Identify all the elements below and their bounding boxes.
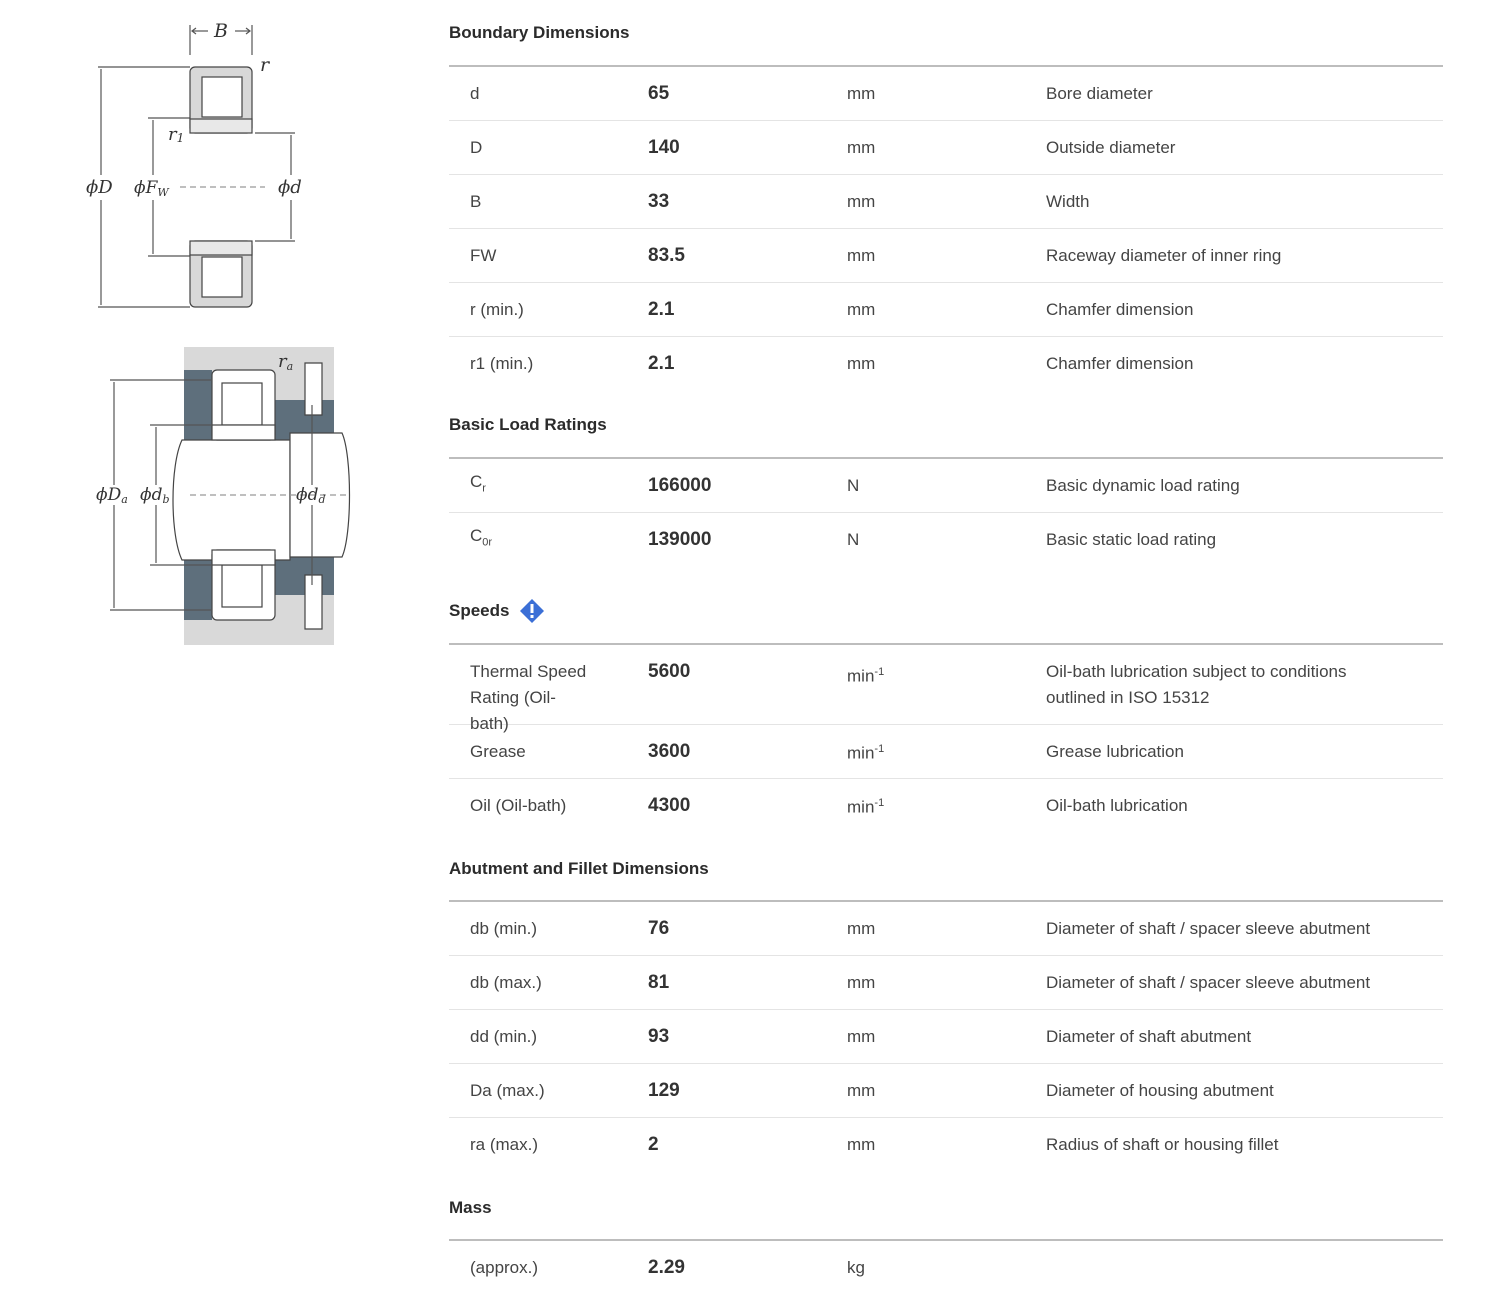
param-name: $C_{0r}$ [470, 526, 493, 549]
section-speeds [449, 598, 1443, 832]
param-name: FW [470, 245, 497, 265]
param-desc: Oil-bath lubrication subject to conditions outlined in ISO 15312 [1046, 662, 1347, 707]
section-boundary-dimensions [449, 22, 1443, 390]
param-value: 2.29 [648, 1256, 685, 1278]
table-row [449, 459, 1443, 513]
param-value: 4300 [648, 794, 691, 816]
table [449, 902, 1443, 1171]
param-unit: mm [847, 972, 876, 992]
param-desc: Diameter of shaft abutment [1046, 1026, 1252, 1046]
param-desc: Raceway diameter of inner ring [1046, 245, 1282, 265]
section-abutment-fillet [449, 858, 1443, 1171]
param-value: 93 [648, 1025, 670, 1047]
table-row [449, 902, 1443, 956]
label-db: ϕdb [140, 485, 170, 506]
table [449, 67, 1443, 390]
param-unit: $\min^{-1}$ [847, 743, 885, 763]
table [449, 1241, 1443, 1294]
param-value: 76 [648, 917, 670, 939]
param-value: 3600 [648, 740, 691, 762]
table-row [449, 513, 1443, 566]
param-name: d [470, 83, 480, 103]
bearing-diagrams [60, 10, 400, 670]
param-desc: Chamfer dimension [1046, 299, 1194, 319]
param-unit: mm [847, 1080, 876, 1100]
param-name: D [470, 137, 483, 157]
section-title: Mass [449, 1198, 492, 1217]
label-d: ϕd [278, 177, 302, 198]
table-row [449, 645, 1443, 733]
section-title-row [449, 598, 1443, 624]
bearing-dimension-diagram [80, 15, 360, 325]
param-value: 65 [648, 82, 670, 104]
param-value: 2 [648, 1133, 659, 1155]
section-title: Basic Load Ratings [449, 415, 607, 434]
label-Fw: ϕFW [134, 178, 169, 199]
param-name: r (min.) [470, 299, 524, 319]
table-row [449, 175, 1443, 229]
param-name: Da (max.) [470, 1080, 545, 1100]
param-desc: Basic dynamic load rating [1046, 475, 1240, 495]
param-unit: mm [847, 1026, 876, 1046]
table-row [449, 229, 1443, 283]
param-value: 83.5 [648, 244, 685, 266]
param-unit: kg [847, 1257, 865, 1277]
param-unit: N [847, 475, 860, 495]
param-name: Grease [470, 741, 526, 761]
table-row [449, 1118, 1443, 1171]
section-title: Abutment and Fillet Dimensions [449, 859, 709, 878]
param-unit: mm [847, 245, 876, 265]
param-unit: mm [847, 83, 876, 103]
param-unit: N [847, 529, 860, 549]
param-name: Thermal Speed Rating (Oil-bath) [470, 662, 587, 733]
table-row [449, 1241, 1443, 1294]
param-value: 166000 [648, 474, 712, 496]
label-ra: ra [278, 351, 294, 373]
param-desc: Oil-bath lubrication [1046, 795, 1188, 815]
param-unit: mm [847, 191, 876, 211]
param-desc: Outside diameter [1046, 137, 1176, 157]
table-row [449, 67, 1443, 121]
bearing-mounting-diagram [90, 345, 370, 655]
param-desc: Basic static load rating [1046, 529, 1217, 549]
param-desc: Diameter of shaft / spacer sleeve abutment [1046, 918, 1371, 938]
section-mass [449, 1197, 1443, 1294]
param-value: 139000 [648, 528, 712, 550]
param-name: ra (max.) [470, 1134, 538, 1154]
table-row [449, 956, 1443, 1010]
table [449, 645, 1443, 832]
param-unit: mm [847, 353, 876, 373]
param-name: dd (min.) [470, 1026, 538, 1046]
param-value: 140 [648, 136, 680, 158]
param-desc: Radius of shaft or housing fillet [1046, 1134, 1279, 1154]
param-value: 81 [648, 971, 670, 993]
param-desc: Diameter of shaft / spacer sleeve abutment [1046, 972, 1371, 992]
info-diamond-icon[interactable] [519, 598, 545, 624]
label-Da: ϕDa [96, 485, 128, 506]
param-name: r1 (min.) [470, 353, 534, 373]
param-unit: mm [847, 299, 876, 319]
param-unit: mm [847, 1134, 876, 1154]
table-row [449, 283, 1443, 337]
label-dd: ϕdd [296, 485, 326, 506]
param-value: 5600 [648, 661, 691, 682]
param-desc: Bore diameter [1046, 83, 1153, 103]
param-name: db (min.) [470, 918, 538, 938]
table-row [449, 779, 1443, 832]
label-r: r [260, 54, 270, 76]
param-desc: Chamfer dimension [1046, 353, 1194, 373]
param-desc: Diameter of housing abutment [1046, 1080, 1274, 1100]
param-name: B [470, 191, 482, 211]
label-r1: r1 [168, 124, 185, 145]
label-D: ϕD [86, 177, 113, 198]
label-B: B [214, 20, 228, 42]
param-unit: $\min^{-1}$ [847, 797, 885, 817]
param-desc: Grease lubrication [1046, 741, 1184, 761]
param-value: 129 [648, 1079, 680, 1101]
param-name: $C_r$ [470, 472, 486, 495]
section-title: Boundary Dimensions [449, 23, 630, 42]
param-value: 33 [648, 190, 670, 212]
param-name: Oil (Oil-bath) [470, 795, 567, 815]
param-name: (approx.) [470, 1257, 539, 1277]
section-title: Speeds [449, 601, 510, 620]
table-row [449, 121, 1443, 175]
param-desc: Width [1046, 191, 1090, 211]
section-basic-load-ratings [449, 414, 1443, 566]
table-row [449, 337, 1443, 390]
param-value: 2.1 [648, 352, 675, 374]
param-value: 2.1 [648, 298, 675, 320]
param-unit: mm [847, 137, 876, 157]
table-row [449, 1064, 1443, 1118]
param-name: db (max.) [470, 972, 542, 992]
param-unit: $\min^{-1}$ [847, 666, 885, 686]
table-row [449, 1010, 1443, 1064]
table [449, 459, 1443, 566]
param-unit: mm [847, 918, 876, 938]
